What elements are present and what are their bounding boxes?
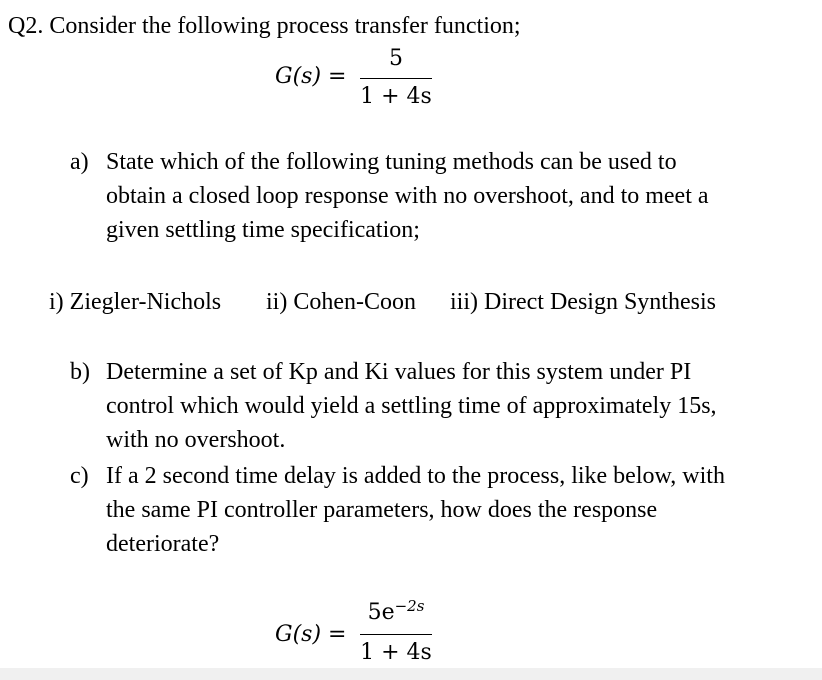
equation-denominator: 1 + 4s [360, 84, 432, 109]
part-a-line-1: State which of the following tuning methods can be used to [106, 149, 677, 175]
equation-lhs: G(s) = [275, 64, 347, 89]
equation-lhs: G(s) = [275, 622, 347, 647]
part-a-marker: a) [70, 149, 89, 175]
part-c-line-2: the same PI controller parameters, how does the response [106, 497, 658, 523]
part-b-marker: b) [70, 359, 90, 385]
bottom-edge-strip [0, 668, 822, 680]
fraction-bar [360, 634, 432, 635]
part-c-marker: c) [70, 463, 89, 489]
part-b-line-1: Determine a set of Kp and Ki values for this system under PI [106, 359, 692, 385]
numerator-base: 5e [367, 600, 395, 625]
numerator-exponent: −2s [394, 597, 425, 615]
method-item: ii) Cohen-Coon [266, 289, 416, 315]
method-item: iii) Direct Design Synthesis [450, 289, 716, 315]
part-c-line-1: If a 2 second time delay is added to the process, like below, with [106, 463, 725, 489]
equation-numerator [356, 597, 436, 627]
equation-denominator: 1 + 4s [360, 640, 432, 665]
question-heading: Q2. Consider the following process transfer function; [8, 13, 521, 39]
method-item: i) Ziegler-Nichols [49, 289, 222, 315]
fraction-bar [360, 78, 432, 79]
part-b-line-2: control which would yield a settling time of approximately 15s, [106, 393, 717, 419]
equation-numerator: 5 [389, 46, 403, 71]
part-a-line-3: given settling time specification; [106, 217, 420, 243]
part-b-line-3: with no overshoot. [106, 427, 286, 453]
part-a-line-2: obtain a closed loop response with no overshoot, and to meet a [106, 183, 709, 209]
part-c-line-3: deteriorate? [106, 531, 220, 557]
